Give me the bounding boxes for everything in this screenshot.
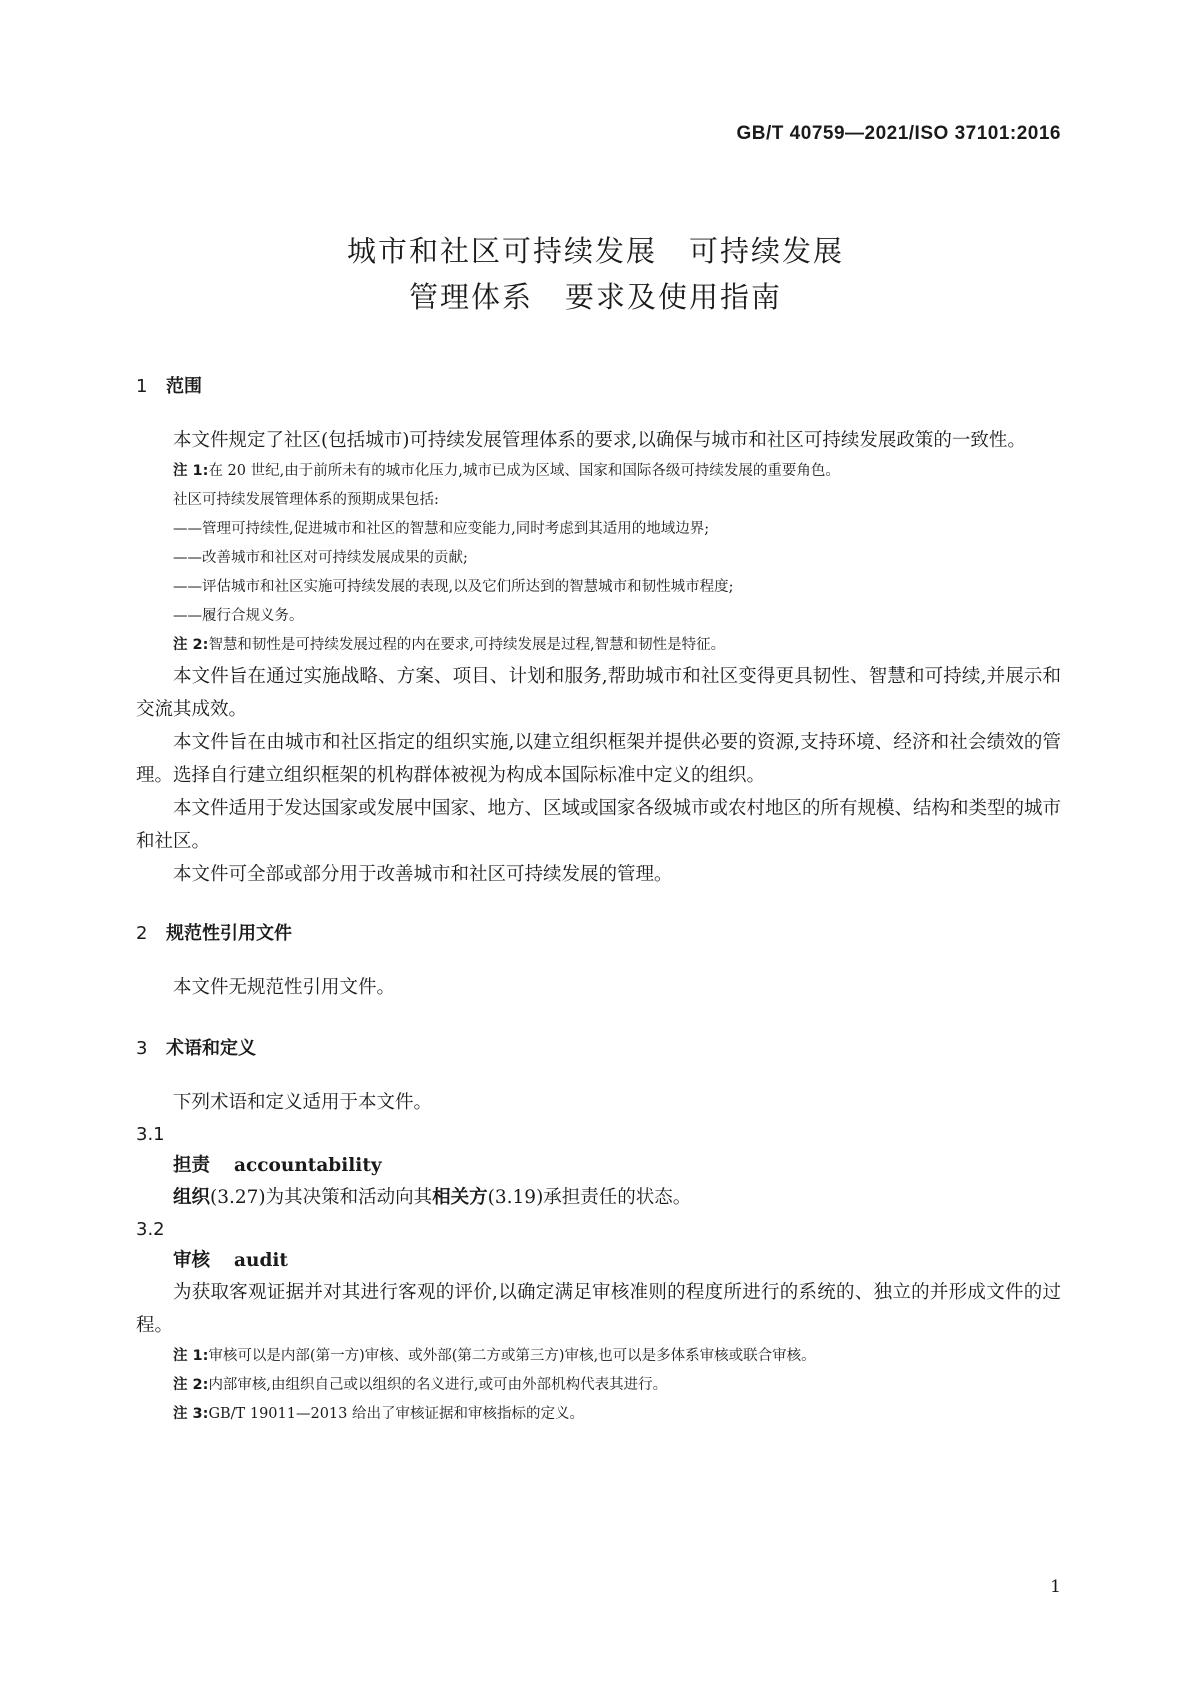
paragraph: 本文件旨在通过实施战略、方案、项目、计划和服务,帮助城市和社区变得更具韧性、智慧和可持续,并展示和交流其成效。 <box>136 666 1061 720</box>
page-number: 1 <box>1050 1577 1061 1597</box>
note <box>136 1400 1061 1429</box>
note <box>136 1342 1061 1371</box>
note <box>136 1371 1061 1400</box>
paragraph: 下列术语和定义适用于本文件。 <box>173 1092 433 1113</box>
term-name-zh: 担责 <box>173 1155 211 1176</box>
section-title: 范围 <box>166 376 202 397</box>
note-text: 在 20 世纪,由于前所未有的城市化压力,城市已成为区域、国家和国际各级可持续发展的重要角色。 <box>208 463 840 479</box>
title-line-1 <box>0 228 1191 274</box>
note-label: 注 3: <box>173 1406 209 1422</box>
document-body <box>136 372 1061 1429</box>
title-line-2 <box>0 274 1191 320</box>
note-label: 注 2: <box>173 1377 209 1393</box>
term-name-en: accountability <box>234 1155 382 1176</box>
note <box>136 631 1061 660</box>
title-part: 管理体系 <box>408 280 533 314</box>
paragraph: 本文件可全部或部分用于改善城市和社区可持续发展的管理。 <box>173 864 673 885</box>
section-heading-scope <box>136 372 1061 402</box>
list-item: ——履行合规义务。 <box>173 608 304 624</box>
note-label: 注 1: <box>173 463 209 479</box>
note-text: 智慧和韧性是可持续发展过程的内在要求,可持续发展是过程,智慧和韧性是特征。 <box>208 637 726 653</box>
section-heading-terms <box>136 1034 1061 1064</box>
section-number: 2 <box>136 923 148 944</box>
standard-code: GB/T 40759—2021/ISO 37101:2016 <box>736 123 1061 144</box>
list-item: ——管理可持续性,促进城市和社区的智慧和应变能力,同时考虑到其适用的地域边界; <box>173 521 710 537</box>
term-number: 3.2 <box>136 1219 165 1240</box>
note-label: 注 1: <box>173 1348 209 1364</box>
paragraph: 本文件规定了社区(包括城市)可持续发展管理体系的要求,以确保与城市和社区可持续发展政策的一致性。 <box>173 430 1026 451</box>
section-title: 术语和定义 <box>166 1038 256 1059</box>
section-heading-normative-references <box>136 919 1061 949</box>
title-part: 要求及使用指南 <box>565 280 783 314</box>
list-item: ——改善城市和社区对可持续发展成果的贡献; <box>173 550 468 566</box>
term-name <box>136 1245 1061 1276</box>
section-number: 1 <box>136 376 148 397</box>
term-ref: 相关方 <box>432 1187 488 1208</box>
document-title <box>0 228 1191 320</box>
definition-text: (3.27)为其决策和活动向其 <box>210 1187 433 1208</box>
title-part: 城市和社区可持续发展 <box>346 234 657 268</box>
note-text: 审核可以是内部(第一方)审核、或外部(第二方或第三方)审核,也可以是多体系审核或联合审核。 <box>208 1348 816 1364</box>
outcomes-intro: 社区可持续发展管理体系的预期成果包括: <box>173 492 439 508</box>
list-item: ——评估城市和社区实施可持续发展的表现,以及它们所达到的智慧城市和韧性城市程度; <box>173 579 734 595</box>
term-definition <box>136 1181 1061 1214</box>
note-text: GB/T 19011—2013 给出了审核证据和审核指标的定义。 <box>208 1406 584 1422</box>
term-definition: 为获取客观证据并对其进行客观的评价,以确定满足审核准则的程度所进行的系统的、独立的并形成文件的过程。 <box>136 1282 1061 1336</box>
paragraph: 本文件旨在由城市和社区指定的组织实施,以建立组织框架并提供必要的资源,支持环境、经济和社会绩效的管理。选择自行建立组织框架的机构群体被视为构成本国际标准中定义的组织。 <box>136 732 1061 786</box>
section-number: 3 <box>136 1038 148 1059</box>
term-number: 3.1 <box>136 1124 165 1145</box>
term-ref: 组织 <box>173 1187 211 1208</box>
note <box>136 457 1061 486</box>
section-title: 规范性引用文件 <box>166 923 292 944</box>
definition-text: (3.19)承担责任的状态。 <box>487 1187 692 1208</box>
term-name-en: audit <box>234 1250 288 1271</box>
note-label: 注 2: <box>173 637 209 653</box>
title-part: 可持续发展 <box>689 234 845 268</box>
paragraph: 本文件无规范性引用文件。 <box>173 977 396 998</box>
term-name <box>136 1150 1061 1181</box>
note-text: 内部审核,由组织自己或以组织的名义进行,或可由外部机构代表其进行。 <box>208 1377 668 1393</box>
paragraph: 本文件适用于发达国家或发展中国家、地方、区域或国家各级城市或农村地区的所有规模、结构和类型的城市和社区。 <box>136 798 1062 852</box>
term-name-zh: 审核 <box>173 1250 211 1271</box>
